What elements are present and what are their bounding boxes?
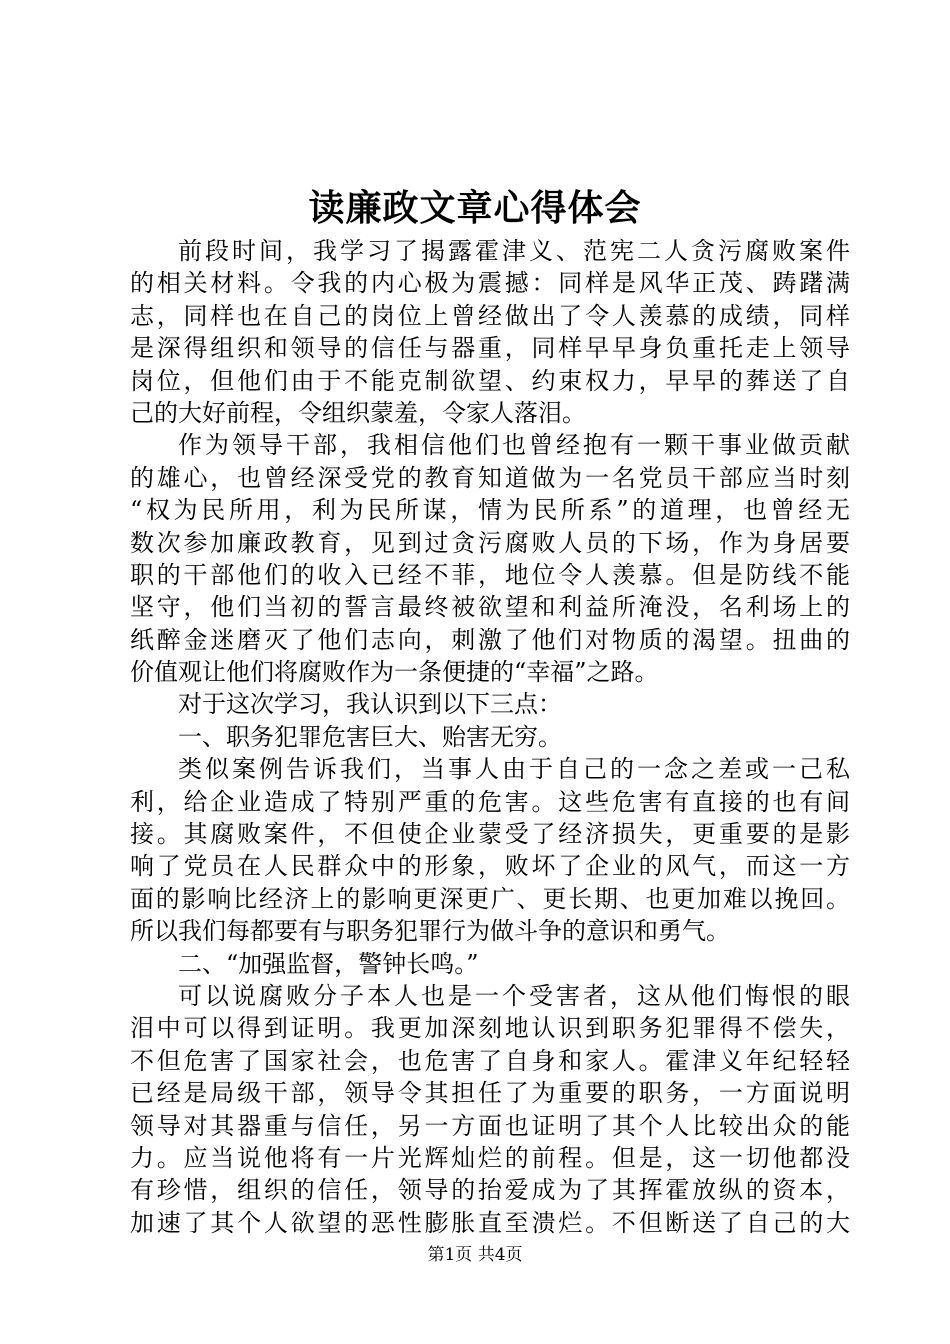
section-heading: 二、“加强监督，警钟长鸣。” [178,949,479,978]
text-line: 已经是局级干部，领导令其担任了为重要的职务，一方面说明 [130,1079,850,1108]
text-line: 的雄心，也曾经深受党的教育知道做为一名党员干部应当时刻 [130,463,850,492]
text-line: 力。应当说他将有一片光辉灿烂的前程。但是，这一切他都没 [130,1143,850,1172]
text-line: 岗位，但他们由于不能克制欲望、约束权力，早早的葬送了自 [130,366,850,395]
text-line: 泪中可以得到证明。我更加深刻地认识到职务犯罪得不偿失， [130,1014,850,1043]
text-line: 作为领导干部，我相信他们也曾经抱有一颗干事业做贡献 [178,431,850,460]
text-line: 数次参加廉政教育，见到过贪污腐败人员的下场，作为身居要 [130,528,850,557]
text-line: 接。其腐败案件，不但使企业蒙受了经济损失，更重要的是影 [130,820,850,849]
text-line: 志，同样也在自己的岗位上曾经做出了令人羡慕的成绩，同样 [130,301,850,330]
text-line: 对于这次学习，我认识到以下三点： [178,690,562,719]
text-line: “权为民所用，利为民所谋，情为民所系”的道理，也曾经无 [130,496,850,525]
text-line: 价值观让他们将腐败作为一条便捷的“幸福”之路。 [130,658,659,687]
text-line: 加速了其个人欲望的恶性膨胀直至溃烂。不但断送了自己的大 [130,1208,850,1237]
text-line: 的相关材料。令我的内心极为震撼：同样是风华正茂、踌躇满 [130,269,850,298]
text-line: 所以我们每都要有与职务犯罪行为做斗争的意识和勇气。 [130,917,730,946]
text-line: 己的大好前程，令组织蒙羞，令家人落泪。 [130,398,586,427]
section-heading: 一、职务犯罪危害巨大、贻害无穷。 [178,722,562,751]
text-line: 不但危害了国家社会，也危害了自身和家人。霍津义年纪轻轻 [130,1046,850,1075]
text-line: 利，给企业造成了特别严重的危害。这些危害有直接的也有间 [130,787,850,816]
page-number-footer: 第1页 共4页 [427,1245,523,1265]
text-line: 面的影响比经济上的影响更深更广、更长期、也更加难以挽回。 [130,884,850,913]
text-line: 有珍惜，组织的信任，领导的抬爱成为了其挥霍放纵的资本， [130,1176,850,1205]
text-line: 类似案例告诉我们，当事人由于自己的一念之差或一己私 [178,755,850,784]
text-line: 前段时间，我学习了揭露霍津义、范宪二人贪污腐败案件 [178,237,850,265]
text-line: 响了党员在人民群众中的形象，败坏了企业的风气，而这一方 [130,852,850,881]
text-line: 职的干部他们的收入已经不菲，地位令人羡慕。但是防线不能 [130,560,850,589]
text-line: 是深得组织和领导的信任与器重，同样早早身负重托走上领导 [130,334,850,363]
text-line: 纸醉金迷磨灭了他们志向，刺激了他们对物质的渴望。扭曲的 [130,625,850,654]
text-line: 可以说腐败分子本人也是一个受害者，这从他们悔恨的眼 [178,981,850,1010]
document-title: 读廉政文章心得体会 [308,187,642,229]
text-line: 坚守，他们当初的誓言最终被欲望和利益所淹没，名利场上的 [130,593,850,622]
text-line: 领导对其器重与信任，另一方面也证明了其个人比较出众的能 [130,1111,850,1140]
document-body [130,235,850,1239]
